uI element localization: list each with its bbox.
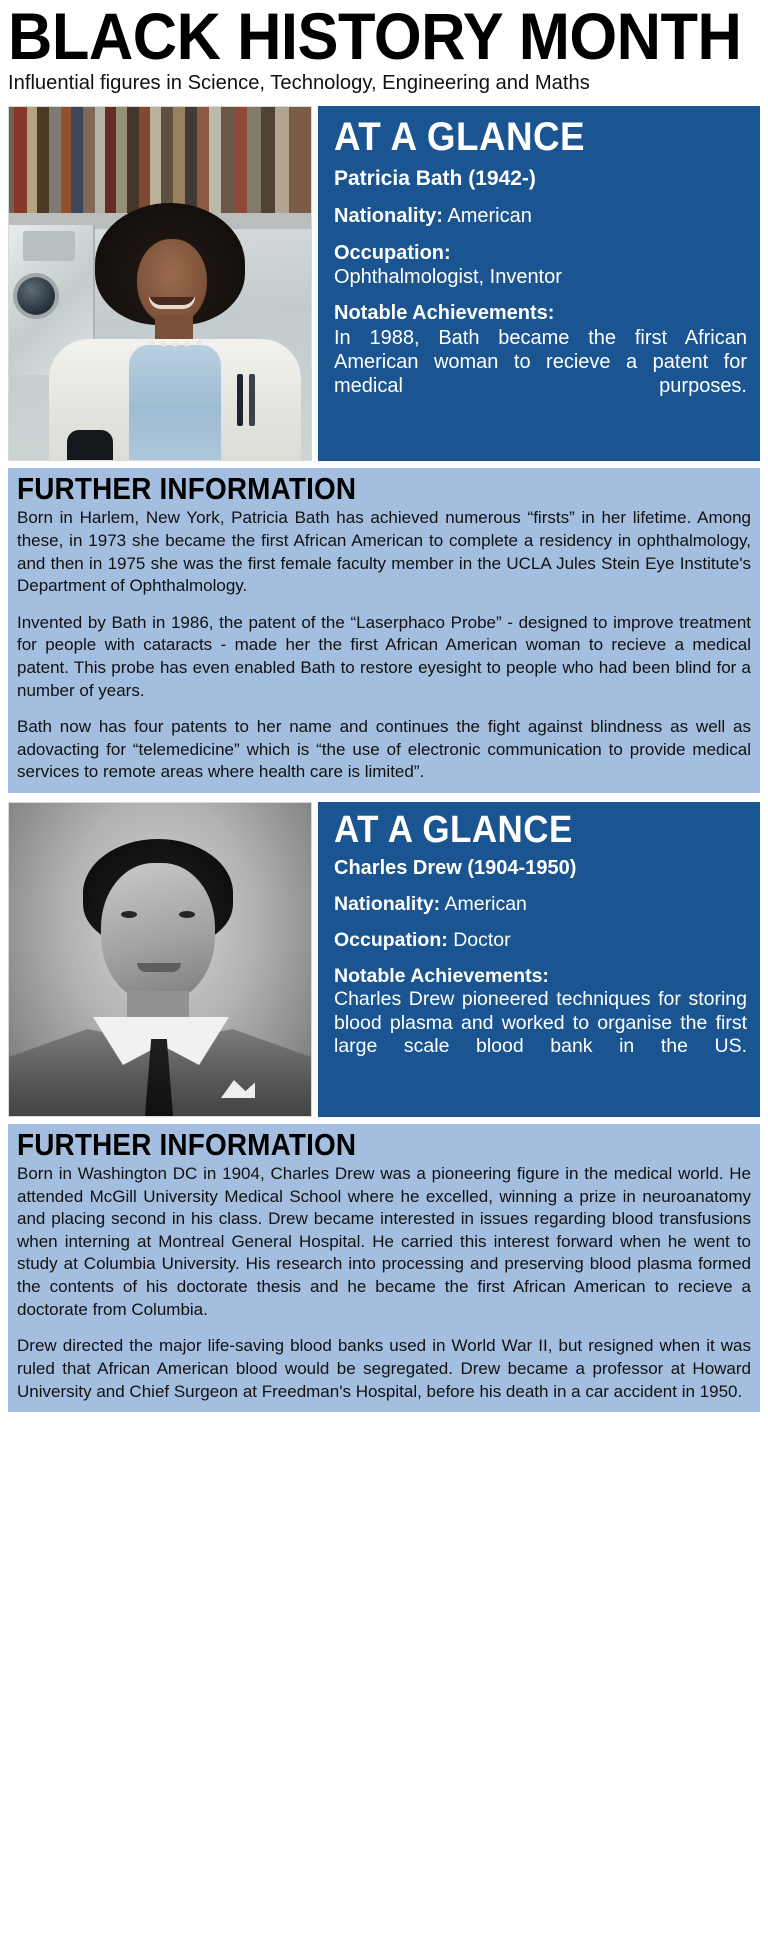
profile-charles-drew — [8, 802, 760, 1117]
occupation-value: Doctor — [453, 929, 511, 952]
at-a-glance-heading: AT A GLANCE — [334, 809, 573, 852]
person-name-and-dates: Charles Drew (1904-1950) — [334, 856, 577, 879]
portrait-patricia-bath — [8, 106, 312, 461]
denim-shirt-shape — [129, 345, 221, 460]
at-a-glance-heading: AT A GLANCE — [334, 115, 586, 160]
occupation-row — [334, 929, 747, 952]
person-name-and-dates: Patricia Bath (1942-) — [334, 167, 536, 191]
masthead — [8, 0, 760, 97]
occupation-label: Occupation: — [334, 242, 451, 265]
portrait-illustration — [9, 803, 311, 1116]
face-shape — [101, 863, 215, 1003]
achievements-label: Notable Achievements: — [334, 302, 555, 325]
at-a-glance-panel-drew — [318, 802, 760, 1117]
further-information-heading: FURTHER INFORMATION — [17, 1127, 357, 1163]
further-information-heading: FURTHER INFORMATION — [17, 471, 357, 507]
nationality-value: American — [444, 892, 527, 915]
achievements-label: Notable Achievements: — [334, 964, 549, 987]
occupation-label: Occupation: — [334, 929, 448, 952]
profile-patricia-bath — [8, 106, 760, 461]
occupation-row — [334, 241, 747, 289]
page-subtitle: Influential figures in Science, Technology, Engineering and Maths — [8, 70, 590, 94]
nationality-row — [334, 204, 747, 228]
further-paragraph: Born in Harlem, New York, Patricia Bath has achieved numerous “firsts” in her lifetime. Among these, in 1973 she became the first African American to complete a residency in ophthalmology, and then in 1975 she was the first female faculty member in the UCLA Jules Stein Eye Institute's Department of Ophthalmology. — [17, 508, 751, 596]
nationality-label: Nationality: — [334, 205, 443, 228]
equipment-shape — [67, 430, 113, 460]
nationality-value: American — [447, 205, 532, 228]
further-information-drew — [8, 1124, 760, 1412]
further-paragraph: Invented by Bath in 1986, the patent of the “Laserphaco Probe” - designed to improve treatment for people with cataracts - made her the first African American woman to recieve a medical patent. This probe has even enabled Bath to restore eyesight to people who had been blind for a number of years. — [17, 612, 751, 700]
further-paragraph: Drew directed the major life-saving blood banks used in World War II, but resigned when it was ruled that African American blood would be segregated. Drew became a professor at Howard University and Chief Surgeon at Freedman's Hospital, before his death in a car accident in 1950. — [17, 1336, 751, 1401]
further-paragraph: Born in Washington DC in 1904, Charles Drew was a pioneering figure in the medical world. He attended McGill University Medical School where he excelled, winning a prize in neuroanatomy and placing second in his class. Drew became interested in issues regarding blood transfusions when interning at Montreal General Hospital. He carried this interest forward when he went to study at Columbia University. His research into processing and preserving blood plasma formed the contents of his doctorate thesis and he became the first African American to recieve a doctorate from Columbia. — [17, 1164, 751, 1319]
at-a-glance-panel-bath — [318, 106, 760, 461]
occupation-value: Ophthalmologist, Inventor — [334, 266, 562, 289]
nationality-row — [334, 893, 747, 916]
pens-icon — [237, 374, 259, 426]
achievements-body: Charles Drew pioneered techniques for storing blood plasma and worked to organise the first large scale blood bank in the US. — [334, 988, 747, 1058]
further-paragraph: Bath now has four patents to her name and continues the fight against blindness as well as adovacting for “telemedicine” which is “the use of electronic communication to provide medical services to remote areas where health care is limited”. — [17, 717, 751, 782]
further-information-bath — [8, 468, 760, 793]
achievements-body: In 1988, Bath became the first African American woman to recieve a patent for medical purposes. — [334, 326, 747, 398]
face-shape — [137, 239, 207, 325]
portrait-illustration — [9, 107, 311, 460]
nationality-label: Nationality: — [334, 892, 441, 915]
page-title: BLACK HISTORY MONTH — [8, 0, 742, 73]
portrait-charles-drew — [8, 802, 312, 1117]
